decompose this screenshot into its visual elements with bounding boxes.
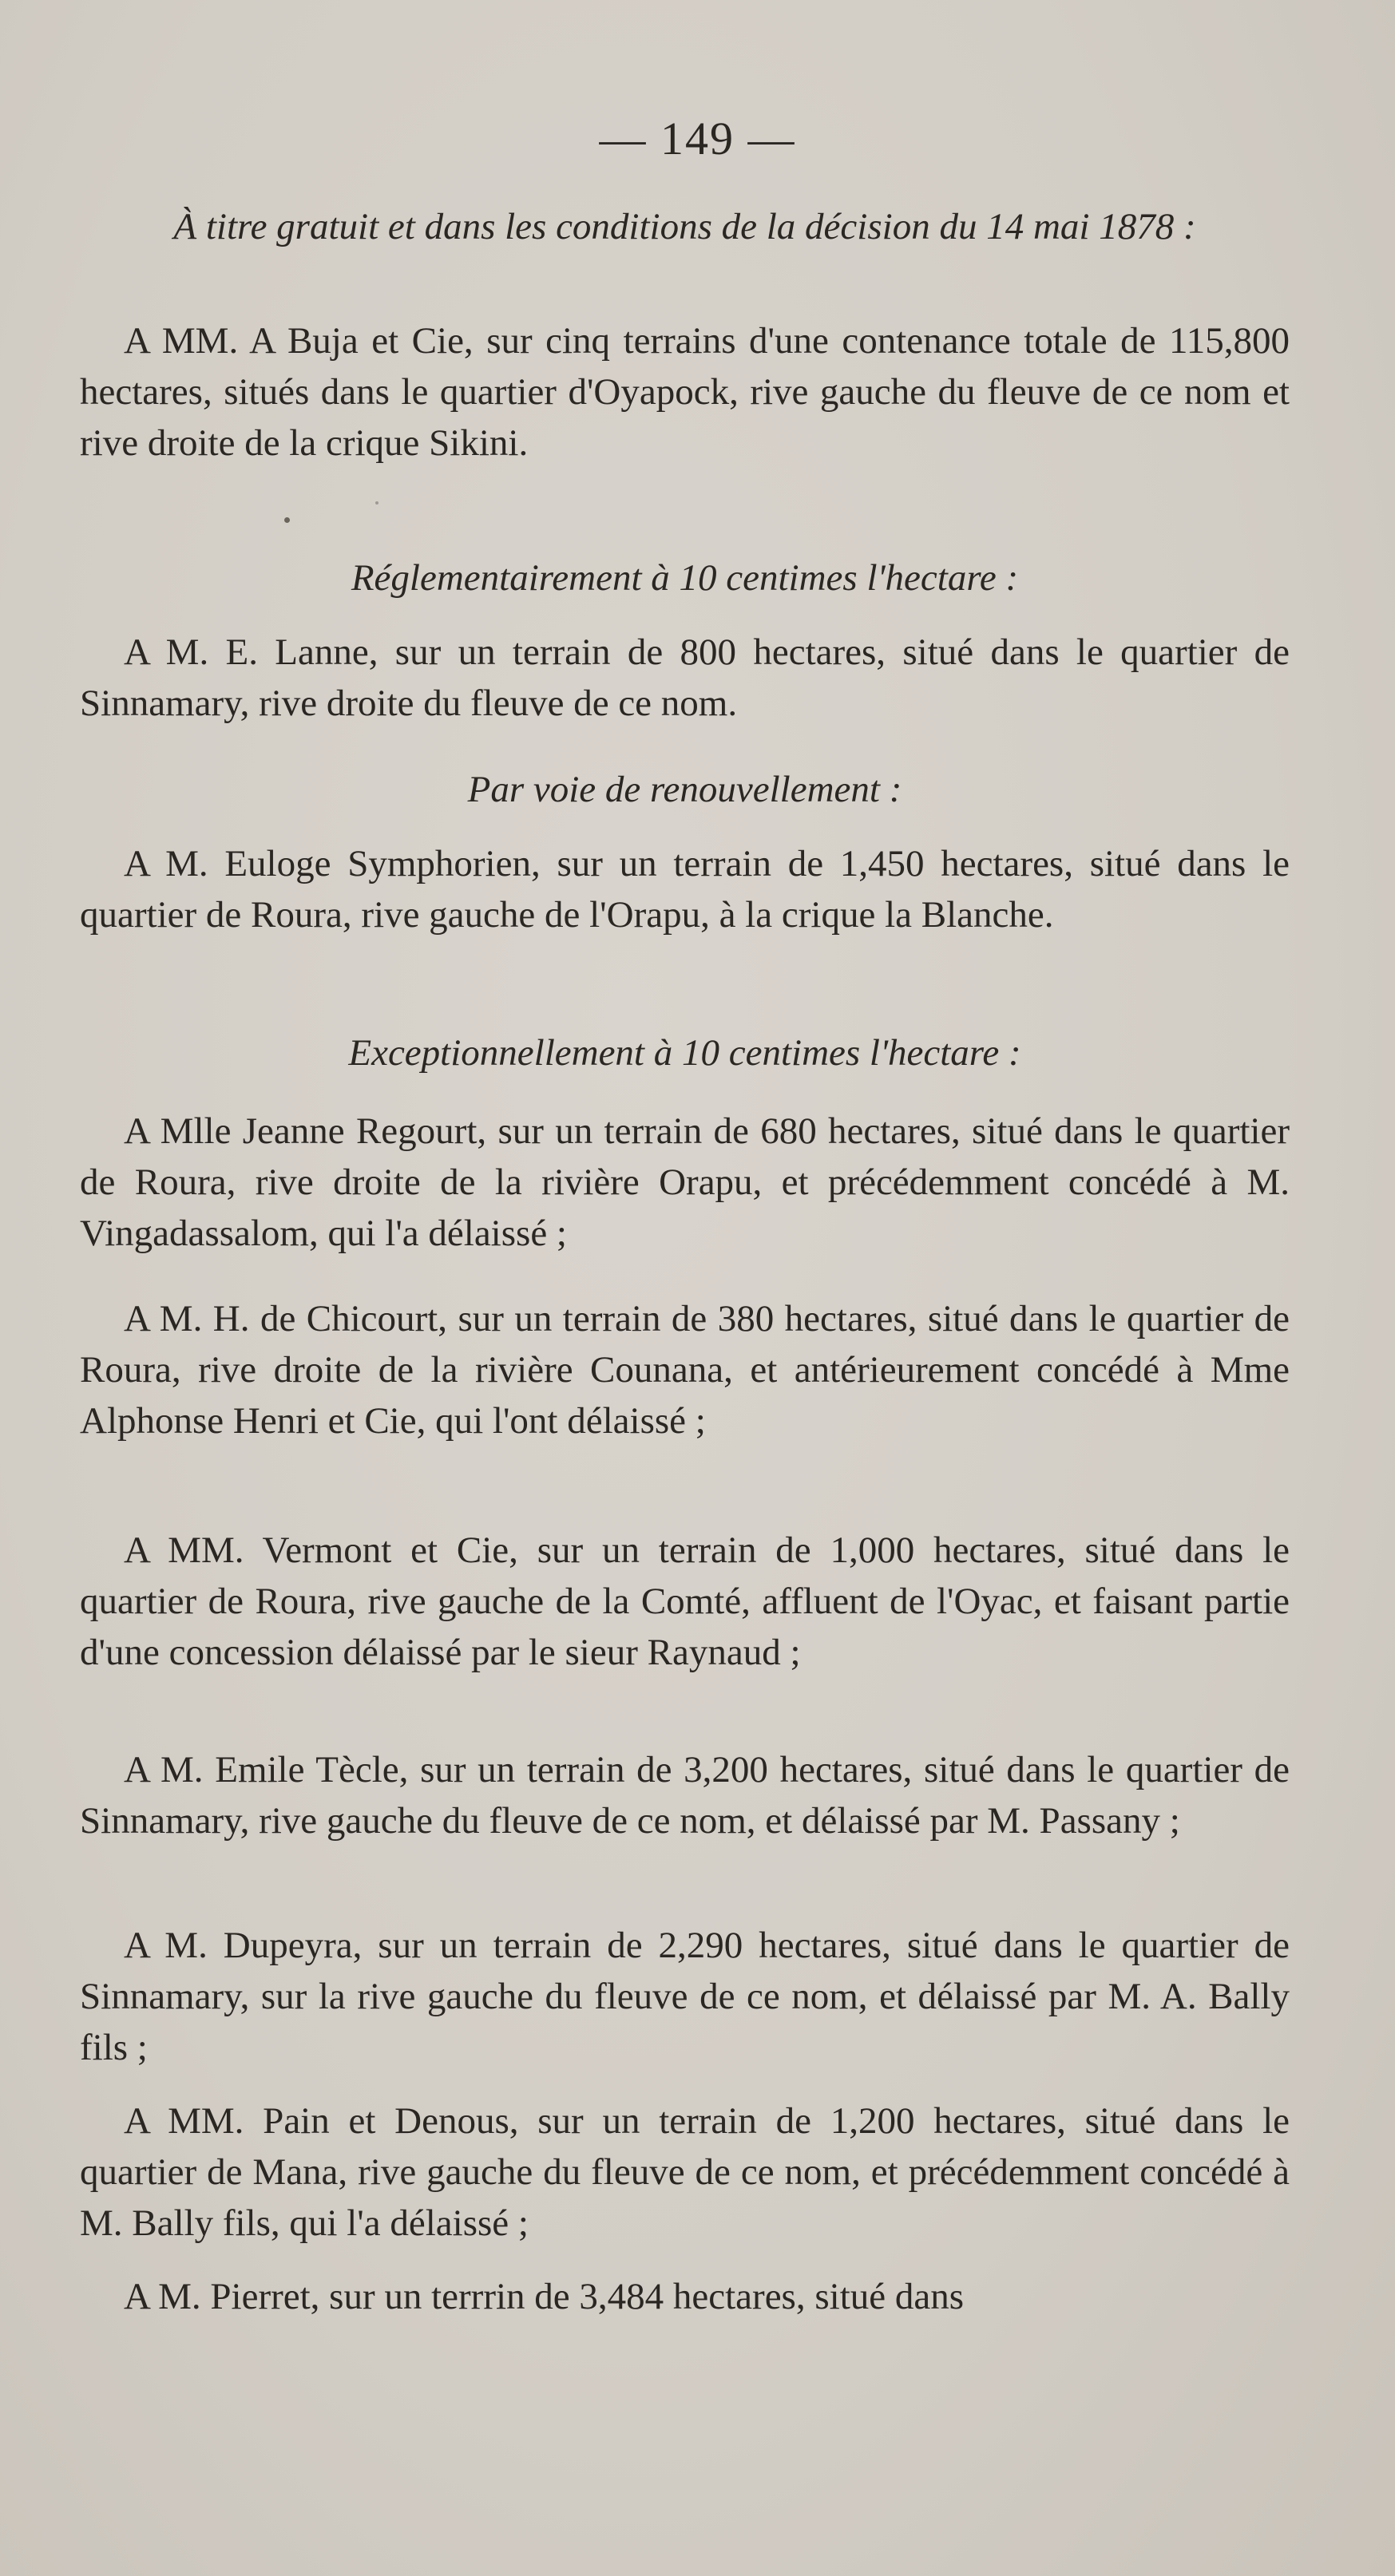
paragraph-pierret: A M. Pierret, sur un terrrin de 3,484 hectares, situé dans [124,2276,965,2317]
page-number: — 149 — [599,113,796,164]
paragraph-lanne: A M. E. Lanne, sur un terrain de 800 hectares, situé dans le quartier de Sinnamary, rive droite du fleuve de ce nom. [80,631,1290,724]
paragraph-vermont: A MM. Vermont et Cie, sur un terrain de 1,000 hectares, situé dans le quartier de Roura, rive gauche de la Comté, affluent de l'Oyac, et faisant partie d'une concession délaissé par le sieur Raynaud ; [80,1529,1290,1673]
section-heading-gratuit: À titre gratuit et dans les conditions de la décision du 14 mai 1878 : [173,206,1196,247]
paragraph-pain-denous: A MM. Pain et Denous, sur un terrain de 1,200 hectares, situé dans le quartier de Mana, rive gauche du fleuve de ce nom, et précédemment concédé à M. Bally fils, qui l'a délaissé ; [80,2100,1290,2244]
paragraph-dupeyra: A M. Dupeyra, sur un terrain de 2,290 hectares, situé dans le quartier de Sinnamary, sur la rive gauche du fleuve de ce nom, et délaissé par M. A. Bally fils ; [80,1925,1290,2068]
paragraph-buja: A MM. A Buja et Cie, sur cinq terrains d'une contenance totale de 115,800 hectares, situés dans le quartier d'Oyapock, rive gauche du fleuve de ce nom et rive droite de la crique Sikini. [80,320,1290,464]
section-heading-renouvellement: Par voie de renouvellement : [467,769,902,810]
section-heading-exceptionnellement: Exceptionnellement à 10 centimes l'hectare : [348,1032,1021,1074]
paragraph-symphorien: A M. Euloge Symphorien, sur un terrain de 1,450 hectares, situé dans le quartier de Roura, rive gauche de l'Orapu, à la crique la Blanche. [80,843,1290,936]
section-heading-reglementairement: Réglementairement à 10 centimes l'hectare : [351,557,1019,599]
ink-speck [375,501,378,505]
paragraph-chicourt: A M. H. de Chicourt, sur un terrain de 380 hectares, situé dans le quartier de Roura, rive droite de la rivière Counana, et antérieurement concédé à Mme Alphonse Henri et Cie, qui l'ont délaissé ; [80,1298,1290,1442]
ink-speck [284,517,290,523]
paragraph-tecle: A M. Emile Tècle, sur un terrain de 3,200 hectares, situé dans le quartier de Sinnamary, rive gauche du fleuve de ce nom, et délaissé par M. Passany ; [80,1749,1290,1842]
paragraph-regourt: A Mlle Jeanne Regourt, sur un terrain de 680 hectares, situé dans le quartier de Roura, rive droite de la rivière Orapu, et précédemment concédé à M. Vingadassalom, qui l'a délaissé ; [80,1110,1290,1254]
